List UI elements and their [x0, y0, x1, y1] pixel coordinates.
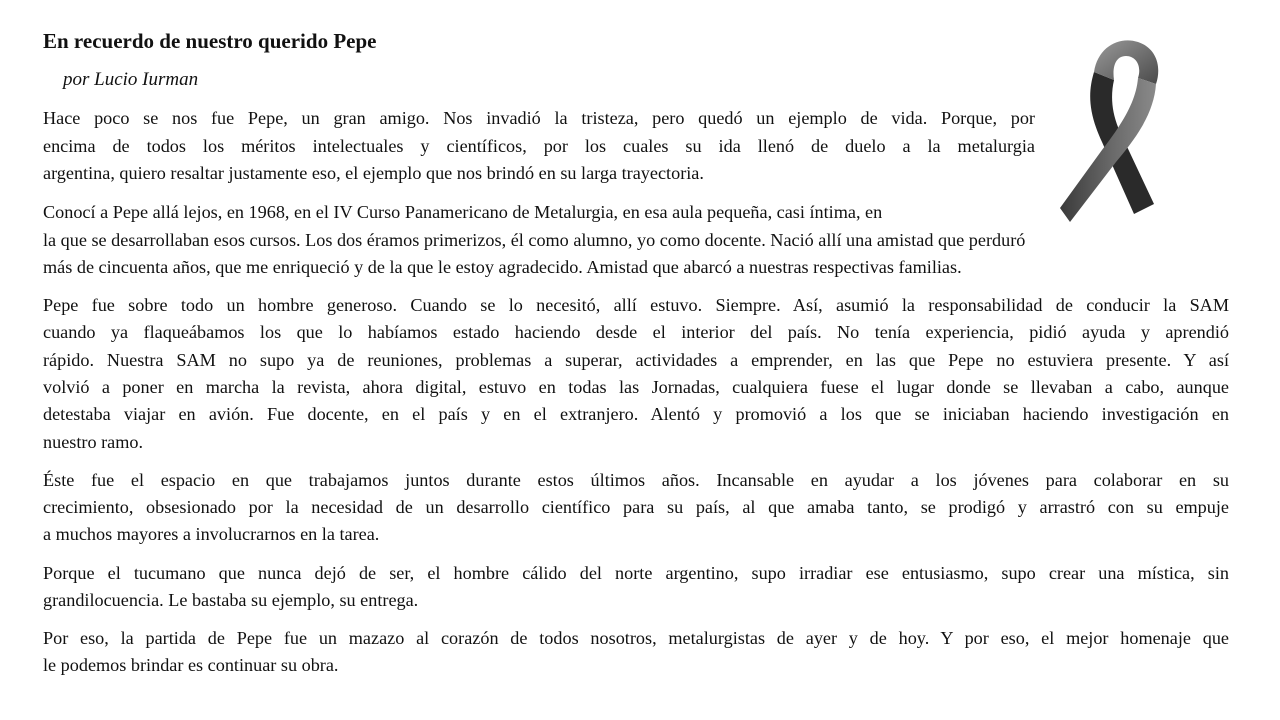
- text-line: argentina, quiero resaltar justamente eso, el ejemplo que nos brindó en su larga trayectoria.: [43, 163, 704, 183]
- text-line: cuando ya flaqueábamos los que lo habíamos estado haciendo desde el interior del país. No tenía experiencia, pidió ayuda y aprendió: [43, 322, 1229, 342]
- text-line: Conocí a Pepe allá lejos, en 1968, en el IV Curso Panamericano de Metalurgia, en esa aula pequeña, casi íntima, en: [43, 202, 883, 222]
- text-line: encima de todos los méritos intelectuales y científicos, por los cuales su ida llenó de duelo a la metalurgia: [43, 136, 1035, 156]
- text-line: rápido. Nuestra SAM no supo ya de reuniones, problemas a superar, actividades a emprender, en las que Pepe no estuviera presente. Y así: [43, 350, 1229, 370]
- text-line: Éste fue el espacio en que trabajamos juntos durante estos últimos años. Incansable en ayudar a los jóvenes para colaborar en su: [43, 470, 1229, 490]
- article-title: En recuerdo de nuestro querido Pepe: [43, 29, 377, 53]
- text-line: Porque el tucumano que nunca dejó de ser, el hombre cálido del norte argentino, supo irradiar ese entusiasmo, supo crear una mística, sin: [43, 563, 1229, 583]
- text-line: Pepe fue sobre todo un hombre generoso. Cuando se lo necesitó, allí estuvo. Siempre. Así, asumió la responsabilidad de conducir la SAM: [43, 295, 1229, 315]
- mourning-ribbon-icon: [1058, 32, 1176, 228]
- text-line: a muchos mayores a involucrarnos en la tarea.: [43, 524, 380, 544]
- text-line: nuestro ramo.: [43, 432, 144, 452]
- text-line: detestaba viajar en avión. Fue docente, en el país y en el extranjero. Alentó y promovió a los que se iniciaban haciendo investigación en: [43, 404, 1229, 424]
- text-line: Por eso, la partida de Pepe fue un mazazo al corazón de todos nosotros, metalurgistas de ayer y de hoy. Y por eso, el mejor homenaje que: [43, 628, 1229, 648]
- text-line: más de cincuenta años, que me enriqueció y de la que le estoy agradecido. Amistad que abarcó a nuestras respectivas familias.: [43, 257, 962, 277]
- text-line: la que se desarrollaban esos cursos. Los dos éramos primerizos, él como alumno, yo como docente. Nació allí una amistad que perduró: [43, 230, 1026, 250]
- text-line: Hace poco se nos fue Pepe, un gran amigo. Nos invadió la tristeza, pero quedó un ejemplo de vida. Porque, por: [43, 108, 1035, 128]
- text-line: grandilocuencia. Le bastaba su ejemplo, su entrega.: [43, 590, 419, 610]
- text-line: le podemos brindar es continuar su obra.: [43, 655, 339, 675]
- article-byline: por Lucio Iurman: [63, 69, 199, 90]
- text-line: crecimiento, obsesionado por la necesidad de un desarrollo científico para su país, al que amaba tanto, se prodigó y arrastró con su empuje: [43, 497, 1229, 517]
- text-line: volvió a poner en marcha la revista, ahora digital, estuvo en todas las Jornadas, cualquiera fuese el lugar donde se llevaban a cabo, aunque: [43, 377, 1229, 397]
